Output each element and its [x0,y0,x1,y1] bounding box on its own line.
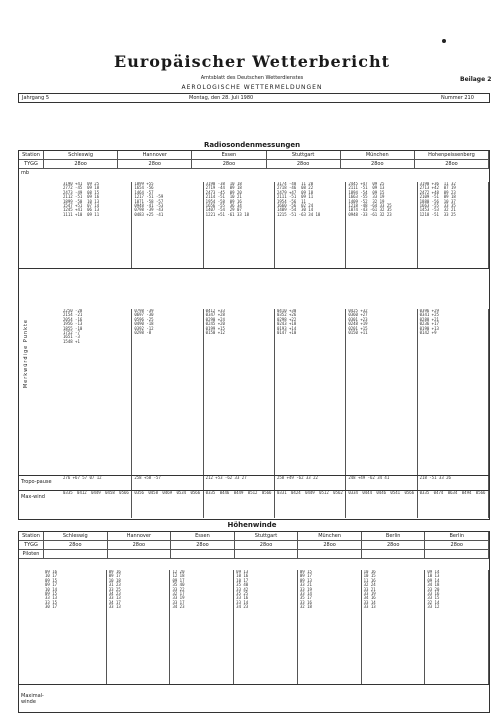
station-wind-column: 09 13 10 16 10 17 35 40 33 42 35 25 33 16 33 14 34 23 [234,570,298,684]
hoehenwinde-table [18,531,490,713]
time-cell: 28oo [118,160,192,168]
station-name: Schleswig [44,532,108,540]
time-label: TYGG [19,160,44,168]
station-row [19,151,489,160]
station-name: München [298,532,362,540]
station-name: Hannover [108,532,172,540]
tropopause-value: 218 -51 33 26 [418,476,489,490]
hoehenwinde-title: Höhenwinde [227,521,277,529]
wind-levels-block [19,558,489,685]
time-cell: 28oo [341,160,415,168]
station-data-column: 2445 +47 09 25 2111 -51 09 13 1894 -54 09 15 1663 -55 33 19 1409 -52 32 19 1218 -48 -64 33 25 1074 -43 -61 32 35 0948 -33 -61 32 23 [346,182,417,268]
station-data-column: 0396 +29 0341 +25 0288 +21 0236 +17 0190 +13 0142 +9 [418,309,489,475]
time-cell: 28oo [192,160,266,168]
time-row [19,541,489,550]
year-label: Jahrgang 5 [22,95,50,101]
corner-dot [442,39,446,43]
level-values-grid [61,182,489,268]
wind-values-grid [43,570,489,684]
station-row [19,532,489,541]
significant-values-grid [61,309,489,475]
date-label: Montag, den 28. Juli 1980 [189,95,254,101]
time-cell: 28oo [267,160,341,168]
station-wind-column: 09 15 09 17 09 13 33 21 33 19 33 14 35 17 33 16 32 18 [298,570,362,684]
maxwind-block [19,491,489,518]
maxwind-grid [61,491,489,518]
station-data-column: 1899 +55 1654 -56 1464 -57 1217 -51 -59 1071 -58 -57 0948 -41 -53 0798 -39 -43 0483 +25 -41 [132,182,203,268]
station-name: Hohenpeissenberg [415,151,489,159]
station-name: Essen [192,151,266,159]
time-cell: 28oo [171,541,235,549]
maximal-winds-block [19,685,489,711]
section-line: AEROLOGISCHE WETTERMELDUNGEN [181,84,323,91]
maximal-winds-label: Maximal-winde [21,693,44,705]
document-title: Europäischer Wetterbericht [114,52,390,71]
tropopause-grid [61,476,489,490]
station-name: Hannover [118,151,192,159]
time-cell: 28oo [235,541,299,549]
maxwind-value: 0334 0444 0446 0541 0566 [346,491,417,518]
station-name: Berlin [425,532,489,540]
significant-points-label: Merkwürdige Punkte [23,319,29,389]
station-wind-column: 09 16 09 17 10 18 31 23 33 25 34 23 33 13 34 17 33 13 [107,570,171,684]
tropopause-block [19,476,489,491]
station-wind-column: 10 16 10 15 11 16 32 24 33 21 33 19 34 16 33 14 33 13 [362,570,426,684]
radiosonde-table [18,150,490,520]
station-data-column: 0425 +32 0360 +27 0301 +23 0248 +19 0201 +15 0150 +11 [346,309,417,475]
maxwind-label: Max-wind [21,494,45,500]
station-name: Berlin [362,532,426,540]
station-data-column: 3190 -38 10 18 2719 -44 09 18 2473 -45 09 20 2114 -51 10 21 1954 -58 09 16 1656 -55 36 34 1407 -54 29 07 1221 +51 -61 33 18 [204,182,275,268]
station-name: Schleswig [44,151,118,159]
station-data-column: 0798 -39 0697 -30 0596 -25 0490 -18 0392 -12 0298 -8 [132,309,203,475]
station-name: Essen [171,532,235,540]
radiosonde-title: Radiosondenmessungen [203,141,301,149]
station-name: München [341,151,415,159]
time-cell: 28oo [415,160,489,168]
pilot-label: Piloten [19,550,44,558]
tropopause-value: 258 +49 -62 33 22 [275,476,346,490]
time-cell: 28oo [362,541,426,549]
station-name: Stuttgart [235,532,299,540]
tropopause-value: 212 +53 -62 33 27 [204,476,275,490]
maxwind-value: 0331 0424 0449 0512 0562 [275,491,346,518]
time-cell: 28oo [425,541,489,549]
maxwind-value: 0335 0474 0634 0494 0566 [418,491,489,518]
station-wind-column: 12 20 12 18 09 17 35 40 33 22 32 17 33 19 33 17 34 23 [170,570,234,684]
station-wind-column: 09 16 10 17 09 15 09 17 10 14 09 15 33 13 33 15 30 17 [43,570,107,684]
level-unit-label: mb [21,170,30,176]
time-label: TYGG [19,541,44,549]
standard-levels-block [19,168,489,269]
supplement-label: Beilage 2 [460,76,492,83]
maxwind-value: 0335 0446 0449 0512 0566 [204,491,275,518]
station-label: Station [19,151,44,159]
maxwind-value: 0335 0412 0449 0458 0566 [61,491,132,518]
station-name: Stuttgart [267,151,341,159]
station-data-column: 3174 -48 11 20 2718 -46 08 22 2479 +47 09 18 2111 -51 09 11 1954 -56 11 1660 -56 02 24 1409 -54 30 14 1215 -51 -63 34 18 [275,182,346,268]
tropopause-value: 248 +49 -62 34 41 [346,476,417,490]
station-data-column: 3190 +36 11 32 2713 +42 07 19 2472 +48 09 23 2109 -51 09 18 1880 -56 10 37 1663 -55 33 35 1453 -53 32 21 1218 -51 33 25 [418,182,489,268]
station-wind-column: 09 14 10 13 09 14 34 18 33 20 33 16 33 15 32 14 33 12 [425,570,489,684]
station-data-column: 0412 +33 0347 +28 0290 +24 0245 +20 0199 +15 0150 +12 [204,309,275,475]
maxwind-value: 0356 0458 0469 0534 0566 [132,491,203,518]
time-cell: 28oo [44,160,118,168]
time-cell: 28oo [298,541,362,549]
station-data-column: 2250 -28 2154 -21 2054 -16 1956 -13 1855 -10 1752 -7 1651 -3 1548 +1 [61,309,132,475]
tropopause-value: 258 +58 -57 [132,476,203,490]
tropopause-value: 276 +67 57 07 12 [61,476,132,490]
tropopause-label: Tropo-pause [21,479,52,485]
station-data-column: 3190 +41 09 25 2772 -45 09 18 2473 -49 08 15 2112 -51 09 16 1899 -50 10 13 1547 +51 07 14 1245 +41 06 13 1111 +10 09 11 [61,182,132,268]
document-subtitle: Amtsblatt des Deutschen Wetterdienstes [200,75,304,81]
number-label: Nummer 210 [441,95,474,101]
time-cell: 28oo [108,541,172,549]
station-label: Station [19,532,44,540]
time-cell: 28oo [44,541,108,549]
station-data-column: 0410 +30 0352 +26 0298 +22 0243 +18 0193 +14 0147 +10 [275,309,346,475]
issue-info-bar [18,93,490,103]
significant-points-block [19,269,489,476]
